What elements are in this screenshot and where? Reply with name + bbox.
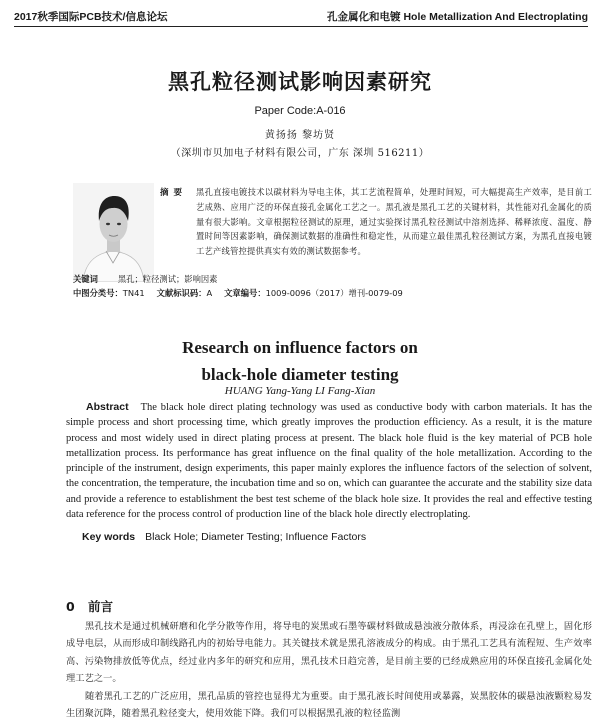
header-right: 孔金属化和电镀 Hole Metallization And Electroplating	[327, 11, 588, 23]
author-photo	[73, 183, 154, 282]
keywords-cn	[73, 273, 217, 285]
class-label: 中图分类号：	[73, 288, 123, 298]
section-heading	[66, 597, 113, 615]
abstract-en-label: Abstract	[86, 401, 129, 413]
section-number: 0	[66, 599, 75, 614]
article-number-value: 1009-0096（2017）增刊-0079-09	[265, 288, 403, 298]
abstract-cn-text: 黑孔直接电镀技术以碳材料为导电主体，其工艺流程简单，处理时间短，可大幅提高生产效率，是目前工艺成熟、应用广泛的环保直接孔金属化工艺之一。黑孔液是黑孔工艺的关键材料，其性能对孔金属化的质量有很大影响。文章根据粒径测试的原理，通过实验探讨黑孔粒径测试中溶剂选择、稀释浓度、温度、静置时间等因素影响，确保测试数据的准确性和稳定性，从而建立最佳黑孔粒径测试方案，为黑孔直接电镀工艺产线管控提供真实有效的测试数据参考。	[196, 187, 592, 257]
section-title: 前言	[88, 599, 114, 614]
keywords-en	[82, 531, 366, 543]
keywords-cn-label: 关键词	[73, 274, 98, 284]
abstract-en	[66, 400, 592, 522]
paper-title-en	[0, 334, 600, 388]
abstract-cn-label: 摘要	[160, 188, 188, 198]
keywords-en-text: Black Hole; Diameter Testing; Influence Factors	[145, 531, 367, 543]
classification-line	[73, 287, 403, 299]
affiliation-cn: （深圳市贝加电子材料有限公司，广东 深圳 516211）	[170, 148, 430, 159]
body-text	[66, 618, 592, 722]
article-number-label: 文章编号：	[224, 288, 266, 298]
title-en-line1: Research on influence factors on	[182, 338, 418, 357]
body-paragraph: 随着黑孔工艺的广泛应用，黑孔品质的管控也显得尤为重要。由于黑孔液长时间使用或暴露，炭黑胶体的碳悬浊液颗粒易发生团聚沉降，随着黑孔粒径变大，使用效能下降。我们可以根据黑孔液的粒径监测	[66, 690, 592, 720]
running-header	[14, 8, 588, 24]
doc-code-label: 文献标识码：	[156, 288, 207, 298]
body-paragraph: 黑孔技术是通过机械研磨和化学分散等作用，将导电的炭黑或石墨等碳材料做成悬浊液分散体系，再浸涂在孔壁上，固化形成导电层，从而形成印制线路孔内的初始导电能力。其关键技术就是黑孔溶液成分的构成。由于黑孔工艺具有流程短、生产效率高、污染物排放低等优点，经过业内多年的研究和应用，黑孔技术日趋完善，是目前主要的已经成熟应用的环保直接孔金属化处理工艺之一。	[66, 621, 592, 685]
class-value: TN41	[122, 288, 145, 298]
header-rule	[14, 26, 588, 27]
doc-code-value: A	[206, 288, 213, 298]
authors-en: HUANG Yang-Yang LI Fang-Xian	[224, 385, 376, 397]
header-left: 2017秋季国际PCB技术/信息论坛	[14, 11, 168, 23]
paper-code: Paper Code:A-016	[254, 105, 346, 117]
abstract-en-text: The black hole direct plating technology was used as conductive body with carbon materials. It has the simple process and short processing time, which greatly improves the production efficiency. As a result, it is the mature process and most widely used in direct plating process at present. The black hole fluid is the key material of PCB hole metallization process. Its performance has great influence on the final quality of the hole metallization. According to the principle of the instrument, design experiments, this paper mainly explores the influence factors of the selection of solvent, the concentration, the temperature, the incubation time and so on, which can guarantee the accurate and the stability size data and provide a reference to establishment the best test scheme of the black hole size. It provides the real and effective testing data reference for the process control of production line of the black hole directly electroplating.	[66, 402, 592, 521]
keywords-en-label: Key words	[82, 531, 136, 543]
keywords-cn-text: 黑孔；粒径测试；影响因素	[117, 274, 218, 284]
title-en-line2: black-hole diameter testing	[201, 365, 399, 384]
authors-cn: 黄扬扬 黎坊贤	[264, 130, 336, 141]
paper-title-cn: 黑孔粒径测试影响因素研究	[168, 70, 432, 94]
